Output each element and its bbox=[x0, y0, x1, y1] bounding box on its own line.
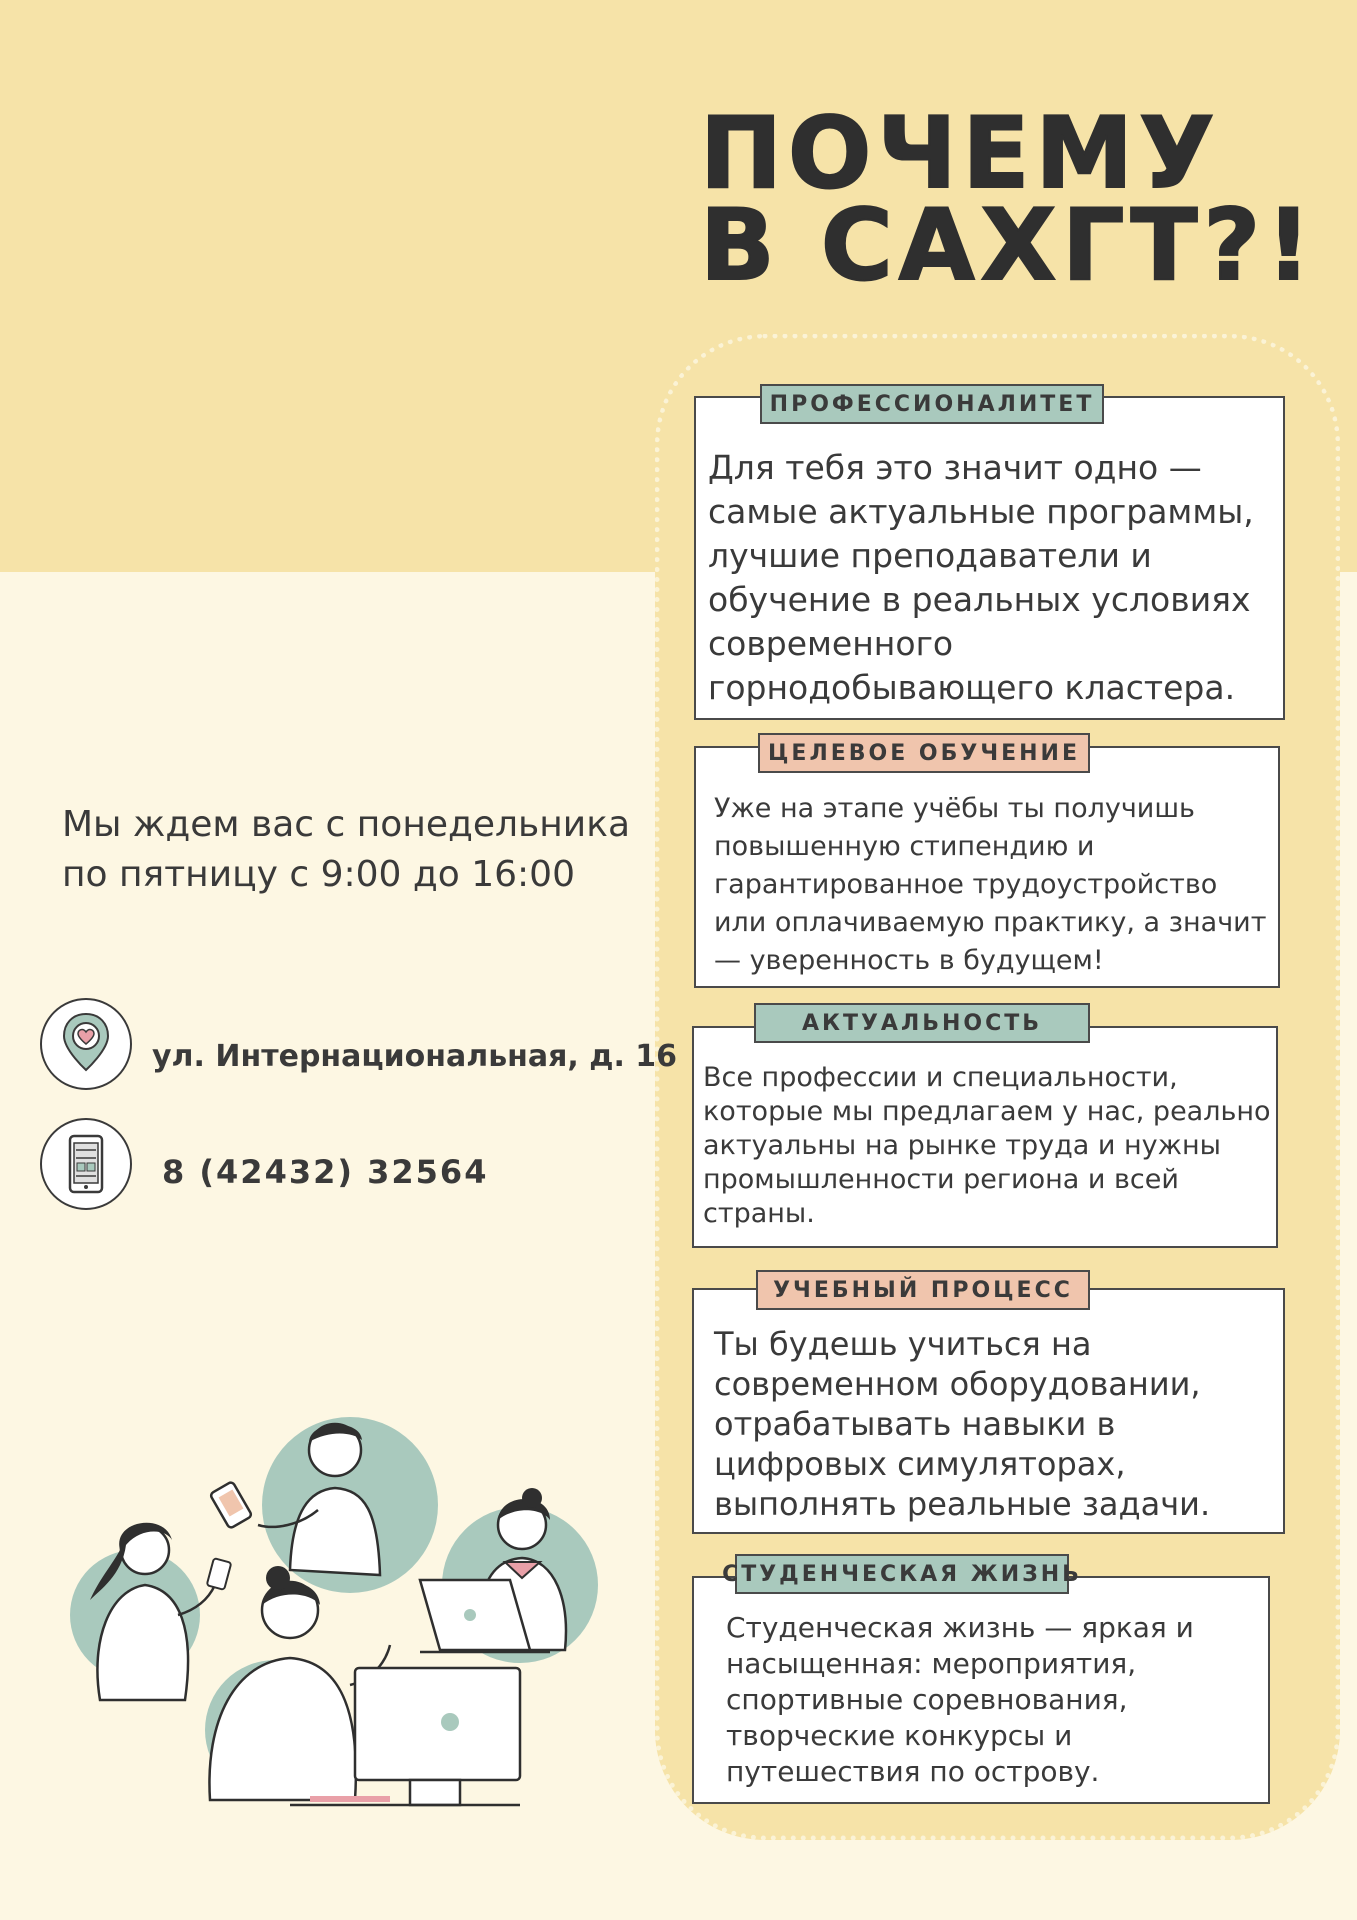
card-student-life bbox=[692, 1576, 1270, 1804]
page-title: ПОЧЕМУ В САХГТ?! bbox=[700, 97, 1317, 303]
smartphone-icon bbox=[40, 1118, 132, 1210]
people-illustration bbox=[60, 1400, 620, 1824]
card-text: Студенческая жизнь — яркая и насыщенная: мероприятия, спортивные соревнования, творческие конкурсы и путешествия по острову. bbox=[726, 1611, 1194, 1788]
card-relevance bbox=[692, 1026, 1278, 1248]
card-learning-process bbox=[692, 1288, 1285, 1534]
card-tag-relevance: АКТУАЛЬНОСТЬ bbox=[754, 1003, 1090, 1043]
card-text: Уже на этапе учёбы ты получишь повышенную стипендию и гарантированное трудоустройство или оплачиваемую практику, а значит — уверенность в будущем! bbox=[714, 793, 1267, 976]
card-tag-student-life: СТУДЕНЧЕСКАЯ ЖИЗНЬ bbox=[735, 1554, 1069, 1594]
opening-hours: Мы ждем вас с понедельника по пятницу с 9:00 до 16:00 bbox=[62, 804, 631, 895]
card-professionalitet bbox=[694, 396, 1285, 720]
location-heart-icon bbox=[40, 998, 132, 1090]
phone-text: 8 (42432) 32564 bbox=[162, 1153, 489, 1191]
card-tag-learning-process: УЧЕБНЫЙ ПРОЦЕСС bbox=[756, 1270, 1090, 1310]
card-text: Все профессии и специальности, которые мы предлагаем у нас, реально актуальны на рынке труда и нужны промышленности региона и всей страны. bbox=[703, 1062, 1271, 1229]
card-text: Ты будешь учиться на современном оборудовании, отрабатывать навыки в цифровых симуляторах, выполнять реальные задачи. bbox=[714, 1325, 1211, 1523]
address-text: ул. Интернациональная, д. 16 bbox=[152, 1039, 678, 1074]
card-text: Для тебя это значит одно — самые актуальные программы, лучшие преподаватели и обучение в реальных условиях современного горнодобывающего кластера. bbox=[708, 448, 1254, 707]
card-tag-professionalitet: ПРОФЕССИОНАЛИТЕТ bbox=[760, 384, 1104, 424]
card-tag-target-training: ЦЕЛЕВОЕ ОБУЧЕНИЕ bbox=[758, 733, 1090, 773]
card-target-training bbox=[694, 746, 1280, 988]
